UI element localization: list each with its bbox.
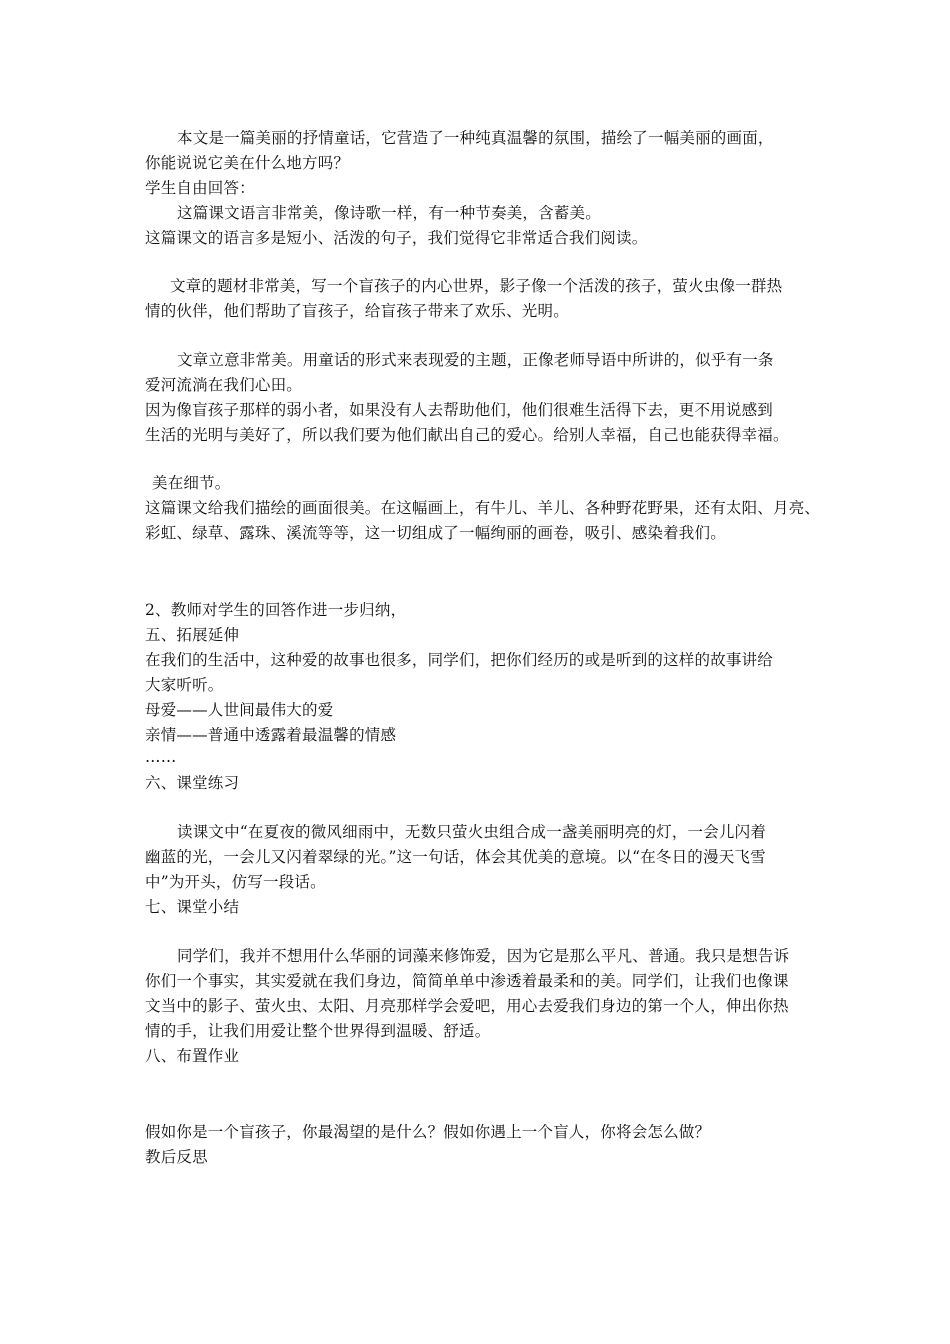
paragraph-line: 中”为开头，仿写一段话。 — [145, 873, 326, 891]
paragraph-line: 生活的光明与美好了，所以我们要为他们献出自己的爱心。给别人幸福，自己也能获得幸福。 — [145, 426, 789, 444]
paragraph-line: 幽蓝的光，一会儿又闪着翠绿的光。”这一句话，体会其优美的意境。以“在冬日的漫天飞雪 — [145, 848, 766, 866]
paragraph-line: 亲情——普通中透露着最温馨的情感 — [145, 726, 397, 744]
paragraph-line: 情的手，让我们用爱让整个世界得到温暖、舒适。 — [145, 1022, 491, 1040]
paragraph-line: 彩虹、绿草、露珠、溪流等等，这一切组成了一幅绚丽的画卷，吸引、感染着我们。 — [145, 524, 726, 542]
paragraph-line: 这篇课文给我们描绘的画面很美。在这幅画上，有牛儿、羊儿、各种野花野果，还有太阳、月亮、 — [145, 499, 821, 517]
paragraph-line: 文当中的影子、萤火虫、太阳、月亮那样学会爱吧，用心去爱我们身边的第一个人，伸出你热 — [145, 997, 789, 1015]
section-heading: 七、课堂小结 — [145, 898, 240, 916]
paragraph-line: 读课文中“在夏夜的微风细雨中，无数只萤火虫组合成一盏美丽明亮的灯，一会儿闪着 — [177, 823, 767, 841]
paragraph-line: 你能说说它美在什么地方吗？ — [145, 154, 350, 172]
paragraph-line: 因为像盲孩子那样的弱小者，如果没有人去帮助他们，他们很难生活得下去，更不用说感到 — [145, 401, 774, 419]
section-heading: 五、拓展延伸 — [145, 626, 240, 644]
paragraph-line: 学生自由回答： — [145, 179, 255, 197]
paragraph-line: 你们一个事实，其实爱就在我们身边，简简单单中渗透着最柔和的美。同学们，让我们也像课 — [145, 972, 789, 990]
paragraph-line: 这篇课文语言非常美，像诗歌一样，有一种节奏美，含蓄美。 — [177, 204, 601, 222]
section-heading: 教后反思 — [145, 1148, 208, 1166]
ellipsis-line: …… — [145, 748, 177, 766]
paragraph-line: 文章的题材非常美，写一个盲孩子的内心世界，影子像一个活泼的孩子，萤火虫像一群热 — [170, 277, 783, 295]
paragraph-line: 美在细节。 — [152, 474, 231, 492]
paragraph-line: 大家听听。 — [145, 676, 224, 694]
paragraph-line: 2、教师对学生的回答作进一步归纳， — [145, 601, 407, 619]
paragraph-line: 同学们，我并不想用什么华丽的词藻来修饰爱，因为它是那么平凡、普通。我只是想告诉 — [177, 947, 790, 965]
paragraph-line: 母爱——人世间最伟大的爱 — [145, 701, 334, 719]
paragraph-line: 本文是一篇美丽的抒情童话，它营造了一种纯真温馨的氛围，描绘了一幅美丽的画面， — [177, 129, 774, 147]
paragraph-line: 情的伙伴，他们帮助了盲孩子，给盲孩子带来了欢乐、光明。 — [145, 302, 569, 320]
paragraph-line: 假如你是一个盲孩子，你最渴望的是什么？假如你遇上一个盲人，你将会怎么做？ — [145, 1123, 711, 1141]
paragraph-line: 文章立意非常美。用童话的形式来表现爱的主题，正像老师导语中所讲的，似乎有一条 — [177, 351, 774, 369]
paragraph-line: 这篇课文的语言多是短小、活泼的句子，我们觉得它非常适合我们阅读。 — [145, 229, 648, 247]
section-heading: 八、布置作业 — [145, 1047, 240, 1065]
paragraph-line: 在我们的生活中，这种爱的故事也很多，同学们，把你们经历的或是听到的这样的故事讲给 — [145, 651, 774, 669]
paragraph-line: 爱河流淌在我们心田。 — [145, 376, 303, 394]
section-heading: 六、课堂练习 — [145, 774, 240, 792]
